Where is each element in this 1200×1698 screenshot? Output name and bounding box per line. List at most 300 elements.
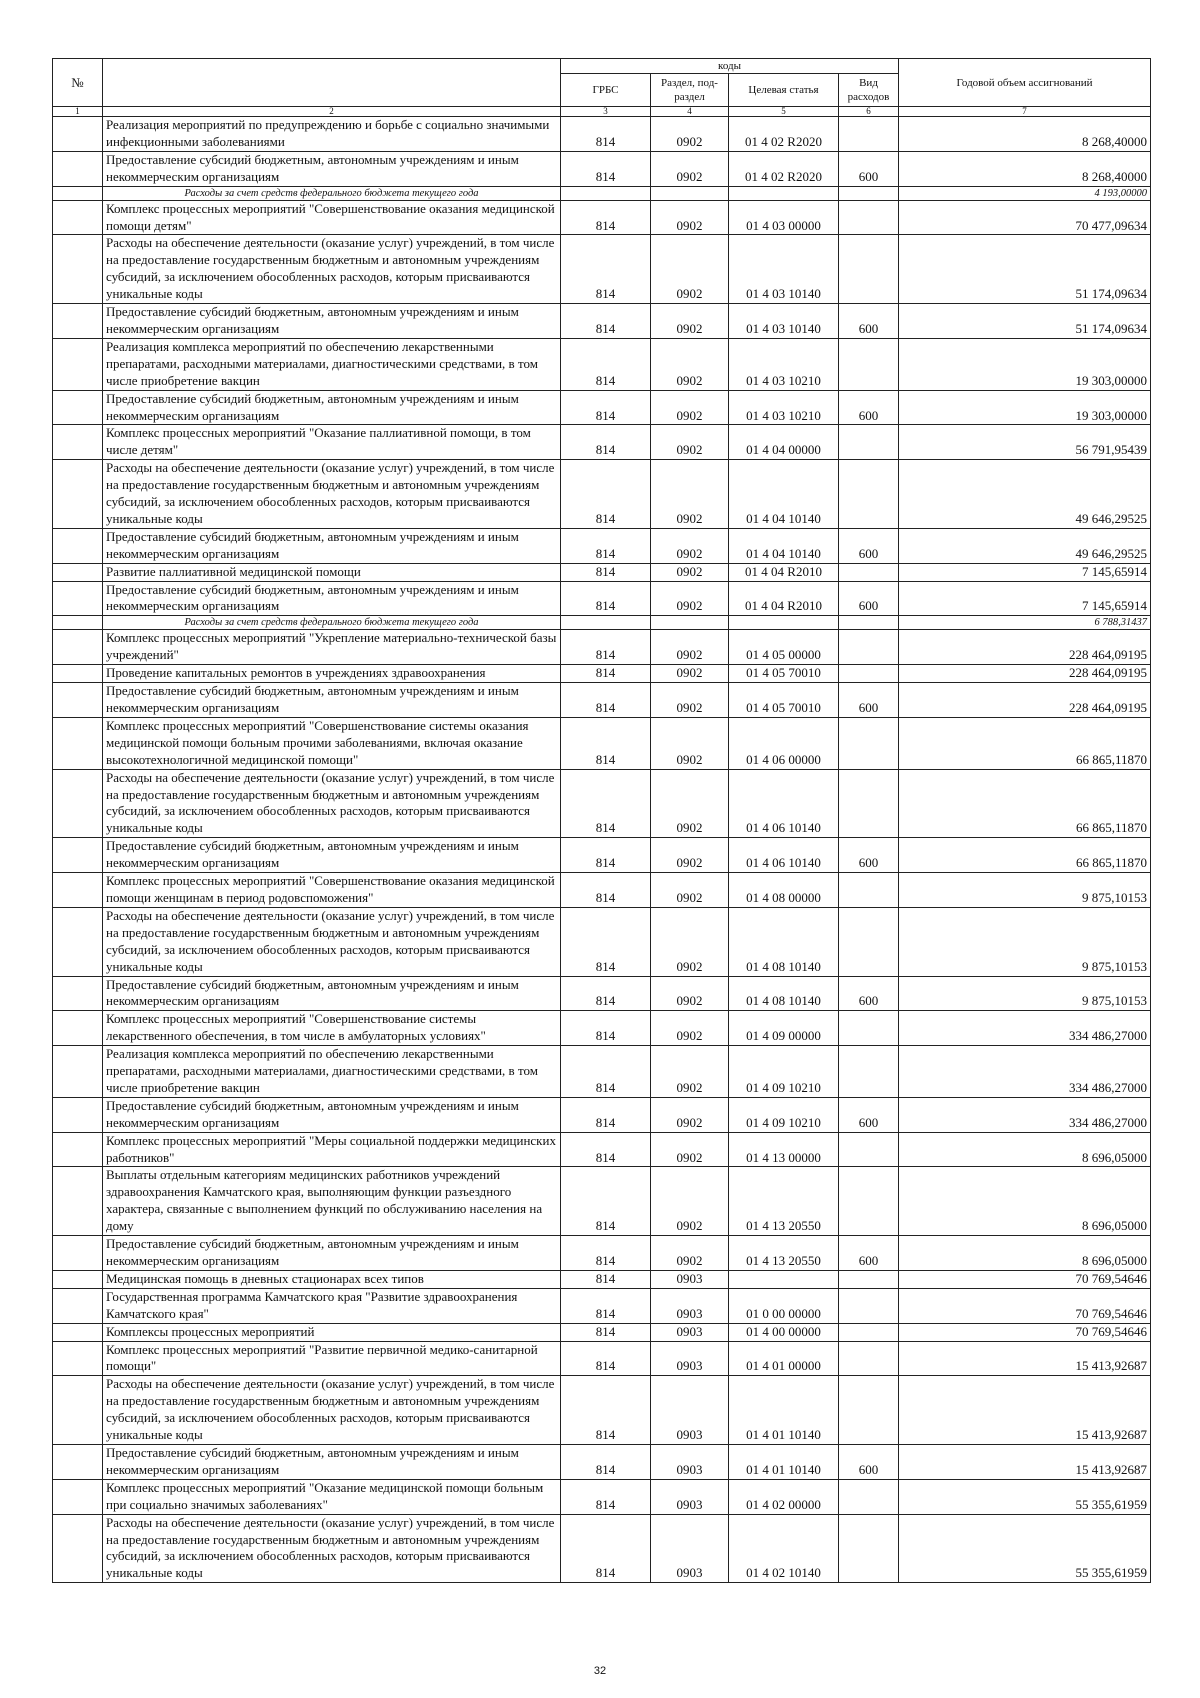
cell-row-number bbox=[53, 235, 103, 304]
cell-expense-name: Расходы за счет средств федерального бюджета текущего года bbox=[103, 616, 561, 630]
cell-grbs bbox=[561, 186, 651, 200]
cell-target-article: 01 4 09 00000 bbox=[729, 1011, 839, 1046]
cell-section: 0903 bbox=[651, 1444, 729, 1479]
cell-expense-name: Расходы на обеспечение деятельности (оказание услуг) учреждений, в том числе на предоставление государственным бюджетным и автономным учреждениям субсидий, за исключением обособленных расходов, которым присваиваются уникальные коды bbox=[103, 907, 561, 976]
cell-expense-type bbox=[839, 630, 899, 665]
cell-amount: 66 865,11870 bbox=[899, 838, 1151, 873]
table-row bbox=[53, 1288, 1151, 1323]
cell-section: 0902 bbox=[651, 390, 729, 425]
cell-grbs: 814 bbox=[561, 717, 651, 769]
cell-amount: 334 486,27000 bbox=[899, 1046, 1151, 1098]
cell-amount: 15 413,92687 bbox=[899, 1444, 1151, 1479]
cell-amount: 8 696,05000 bbox=[899, 1167, 1151, 1236]
table-row bbox=[53, 1479, 1151, 1514]
cell-row-number bbox=[53, 581, 103, 616]
cell-section: 0902 bbox=[651, 683, 729, 718]
cell-section: 0902 bbox=[651, 460, 729, 529]
cell-grbs: 814 bbox=[561, 976, 651, 1011]
cell-section: 0902 bbox=[651, 425, 729, 460]
cell-amount: 228 464,09195 bbox=[899, 683, 1151, 718]
cell-expense-type bbox=[839, 717, 899, 769]
cell-grbs: 814 bbox=[561, 873, 651, 908]
cell-section: 0902 bbox=[651, 976, 729, 1011]
cell-grbs: 814 bbox=[561, 1097, 651, 1132]
header-section: Раздел, под-раздел bbox=[651, 74, 729, 107]
cell-expense-name: Расходы на обеспечение деятельности (оказание услуг) учреждений, в том числе на предоставление государственным бюджетным и автономным учреждениям субсидий, за исключением обособленных расходов, которым присваиваются уникальные коды bbox=[103, 460, 561, 529]
cell-expense-name: Предоставление субсидий бюджетным, автономным учреждениям и иным некоммерческим организациям bbox=[103, 390, 561, 425]
cell-expense-type bbox=[839, 117, 899, 152]
cell-expense-name: Комплекс процессных мероприятий "Совершенствование оказания медицинской помощи женщинам в период родовспоможения" bbox=[103, 873, 561, 908]
table-row bbox=[53, 1236, 1151, 1271]
cell-section: 0903 bbox=[651, 1376, 729, 1445]
table-row bbox=[53, 630, 1151, 665]
table-row bbox=[53, 665, 1151, 683]
cell-section: 0902 bbox=[651, 338, 729, 390]
cell-expense-type bbox=[839, 1514, 899, 1583]
cell-section: 0902 bbox=[651, 769, 729, 838]
table-row bbox=[53, 151, 1151, 186]
cell-expense-type bbox=[839, 1011, 899, 1046]
column-number: 5 bbox=[729, 107, 839, 117]
cell-expense-name: Комплекс процессных мероприятий "Оказание медицинской помощи больным при социально значимых заболеваниях" bbox=[103, 1479, 561, 1514]
cell-row-number bbox=[53, 630, 103, 665]
table-row bbox=[53, 581, 1151, 616]
cell-section: 0902 bbox=[651, 907, 729, 976]
cell-target-article: 01 4 04 10140 bbox=[729, 528, 839, 563]
cell-row-number bbox=[53, 390, 103, 425]
cell-expense-name: Предоставление субсидий бюджетным, автономным учреждениям и иным некоммерческим организациям bbox=[103, 976, 561, 1011]
cell-target-article: 01 4 08 10140 bbox=[729, 907, 839, 976]
cell-grbs: 814 bbox=[561, 683, 651, 718]
cell-amount: 49 646,29525 bbox=[899, 528, 1151, 563]
table-row bbox=[53, 425, 1151, 460]
cell-expense-name: Расходы на обеспечение деятельности (оказание услуг) учреждений, в том числе на предоставление государственным бюджетным и автономным учреждениям субсидий, за исключением обособленных расходов, которым присваиваются уникальные коды bbox=[103, 1514, 561, 1583]
cell-row-number bbox=[53, 425, 103, 460]
cell-grbs: 814 bbox=[561, 838, 651, 873]
cell-expense-name: Комплекс процессных мероприятий "Оказание паллиативной помощи, в том числе детям" bbox=[103, 425, 561, 460]
cell-amount: 55 355,61959 bbox=[899, 1479, 1151, 1514]
cell-grbs: 814 bbox=[561, 304, 651, 339]
cell-amount: 70 769,54646 bbox=[899, 1323, 1151, 1341]
cell-target-article: 01 0 00 00000 bbox=[729, 1288, 839, 1323]
table-row bbox=[53, 200, 1151, 235]
cell-expense-name: Комплекс процессных мероприятий "Совершенствование системы оказания медицинской помощи больным прочими заболеваниями, включая оказание высокотехнологичной медицинской помощи" bbox=[103, 717, 561, 769]
cell-amount: 9 875,10153 bbox=[899, 907, 1151, 976]
cell-expense-name: Комплекс процессных мероприятий "Меры социальной поддержки медицинских работников" bbox=[103, 1132, 561, 1167]
cell-expense-name: Комплекс процессных мероприятий "Развитие первичной медико-санитарной помощи" bbox=[103, 1341, 561, 1376]
cell-row-number bbox=[53, 338, 103, 390]
cell-target-article: 01 4 00 00000 bbox=[729, 1323, 839, 1341]
cell-target-article bbox=[729, 1270, 839, 1288]
cell-section: 0903 bbox=[651, 1341, 729, 1376]
cell-grbs: 814 bbox=[561, 1514, 651, 1583]
cell-section: 0902 bbox=[651, 1011, 729, 1046]
cell-expense-type bbox=[839, 1046, 899, 1098]
cell-target-article: 01 4 04 R2010 bbox=[729, 581, 839, 616]
cell-row-number bbox=[53, 1011, 103, 1046]
cell-amount: 334 486,27000 bbox=[899, 1097, 1151, 1132]
cell-amount: 70 769,54646 bbox=[899, 1270, 1151, 1288]
cell-amount: 9 875,10153 bbox=[899, 976, 1151, 1011]
cell-row-number bbox=[53, 1270, 103, 1288]
table-row bbox=[53, 1046, 1151, 1098]
cell-amount: 8 696,05000 bbox=[899, 1132, 1151, 1167]
cell-expense-name: Реализация комплекса мероприятий по обеспечению лекарственными препаратами, расходными материалами, диагностическими средствами, в том числе приобретение вакцин bbox=[103, 338, 561, 390]
cell-row-number bbox=[53, 1132, 103, 1167]
cell-grbs: 814 bbox=[561, 1444, 651, 1479]
cell-target-article: 01 4 09 10210 bbox=[729, 1046, 839, 1098]
cell-section bbox=[651, 616, 729, 630]
cell-target-article: 01 4 01 10140 bbox=[729, 1444, 839, 1479]
cell-expense-name: Предоставление субсидий бюджетным, автономным учреждениям и иным некоммерческим организациям bbox=[103, 304, 561, 339]
cell-grbs: 814 bbox=[561, 200, 651, 235]
cell-expense-type bbox=[839, 665, 899, 683]
cell-amount: 56 791,95439 bbox=[899, 425, 1151, 460]
cell-expense-type bbox=[839, 1132, 899, 1167]
cell-expense-name: Реализация комплекса мероприятий по обеспечению лекарственными препаратами, расходными материалами, диагностическими средствами, в том числе приобретение вакцин bbox=[103, 1046, 561, 1098]
cell-grbs: 814 bbox=[561, 338, 651, 390]
cell-target-article: 01 4 02 00000 bbox=[729, 1479, 839, 1514]
cell-expense-type: 600 bbox=[839, 683, 899, 718]
cell-amount: 19 303,00000 bbox=[899, 390, 1151, 425]
table-row bbox=[53, 873, 1151, 908]
cell-expense-type: 600 bbox=[839, 390, 899, 425]
cell-grbs: 814 bbox=[561, 1167, 651, 1236]
cell-expense-type: 600 bbox=[839, 304, 899, 339]
cell-target-article: 01 4 03 10140 bbox=[729, 235, 839, 304]
cell-section: 0902 bbox=[651, 1236, 729, 1271]
cell-section: 0903 bbox=[651, 1323, 729, 1341]
header-no: № bbox=[53, 59, 103, 107]
cell-row-number bbox=[53, 616, 103, 630]
cell-target-article: 01 4 08 10140 bbox=[729, 976, 839, 1011]
cell-expense-type bbox=[839, 200, 899, 235]
cell-expense-name: Предоставление субсидий бюджетным, автономным учреждениям и иным некоммерческим организациям bbox=[103, 1444, 561, 1479]
cell-grbs: 814 bbox=[561, 1479, 651, 1514]
cell-expense-name: Предоставление субсидий бюджетным, автономным учреждениям и иным некоммерческим организациям bbox=[103, 1097, 561, 1132]
cell-row-number bbox=[53, 117, 103, 152]
cell-expense-type bbox=[839, 1288, 899, 1323]
cell-grbs: 814 bbox=[561, 907, 651, 976]
cell-grbs: 814 bbox=[561, 1046, 651, 1098]
cell-grbs: 814 bbox=[561, 235, 651, 304]
cell-expense-type: 600 bbox=[839, 1236, 899, 1271]
cell-section: 0902 bbox=[651, 1132, 729, 1167]
cell-grbs: 814 bbox=[561, 1341, 651, 1376]
cell-section: 0903 bbox=[651, 1479, 729, 1514]
table-row bbox=[53, 563, 1151, 581]
cell-amount: 49 646,29525 bbox=[899, 460, 1151, 529]
cell-expense-name: Расходы на обеспечение деятельности (оказание услуг) учреждений, в том числе на предоставление государственным бюджетным и автономным учреждениям субсидий, за исключением обособленных расходов, которым присваиваются уникальные коды bbox=[103, 235, 561, 304]
cell-amount: 7 145,65914 bbox=[899, 563, 1151, 581]
cell-section: 0902 bbox=[651, 665, 729, 683]
column-number: 6 bbox=[839, 107, 899, 117]
cell-expense-name: Предоставление субсидий бюджетным, автономным учреждениям и иным некоммерческим организациям bbox=[103, 581, 561, 616]
cell-target-article: 01 4 08 00000 bbox=[729, 873, 839, 908]
cell-row-number bbox=[53, 873, 103, 908]
cell-amount: 15 413,92687 bbox=[899, 1376, 1151, 1445]
cell-amount: 55 355,61959 bbox=[899, 1514, 1151, 1583]
cell-target-article: 01 4 03 10210 bbox=[729, 338, 839, 390]
cell-section: 0902 bbox=[651, 581, 729, 616]
budget-allocation-table bbox=[52, 58, 1151, 1583]
table-row-federal-budget bbox=[53, 616, 1151, 630]
cell-expense-type bbox=[839, 235, 899, 304]
cell-expense-type bbox=[839, 1341, 899, 1376]
cell-amount: 70 477,09634 bbox=[899, 200, 1151, 235]
cell-amount: 66 865,11870 bbox=[899, 717, 1151, 769]
cell-expense-name: Комплексы процессных мероприятий bbox=[103, 1323, 561, 1341]
cell-target-article: 01 4 01 00000 bbox=[729, 1341, 839, 1376]
cell-amount: 70 769,54646 bbox=[899, 1288, 1151, 1323]
cell-expense-type bbox=[839, 425, 899, 460]
cell-amount: 66 865,11870 bbox=[899, 769, 1151, 838]
cell-row-number bbox=[53, 304, 103, 339]
cell-section: 0902 bbox=[651, 304, 729, 339]
cell-expense-type bbox=[839, 563, 899, 581]
header-grbs: ГРБС bbox=[561, 74, 651, 107]
cell-expense-type bbox=[839, 907, 899, 976]
cell-target-article: 01 4 13 20550 bbox=[729, 1167, 839, 1236]
cell-expense-name: Медицинская помощь в дневных стационарах всех типов bbox=[103, 1270, 561, 1288]
table-row bbox=[53, 1132, 1151, 1167]
header-name bbox=[103, 59, 561, 107]
cell-amount: 51 174,09634 bbox=[899, 235, 1151, 304]
table-row bbox=[53, 1444, 1151, 1479]
cell-grbs: 814 bbox=[561, 581, 651, 616]
cell-target-article: 01 4 02 R2020 bbox=[729, 151, 839, 186]
table-row bbox=[53, 907, 1151, 976]
cell-expense-type bbox=[839, 460, 899, 529]
cell-grbs: 814 bbox=[561, 151, 651, 186]
cell-grbs: 814 bbox=[561, 1132, 651, 1167]
cell-expense-name: Комплекс процессных мероприятий "Совершенствование оказания медицинской помощи детям" bbox=[103, 200, 561, 235]
cell-section: 0903 bbox=[651, 1288, 729, 1323]
cell-expense-type: 600 bbox=[839, 1097, 899, 1132]
table-row bbox=[53, 460, 1151, 529]
cell-row-number bbox=[53, 186, 103, 200]
cell-target-article: 01 4 04 00000 bbox=[729, 425, 839, 460]
cell-section: 0902 bbox=[651, 717, 729, 769]
cell-target-article: 01 4 09 10210 bbox=[729, 1097, 839, 1132]
cell-expense-type: 600 bbox=[839, 838, 899, 873]
cell-section: 0903 bbox=[651, 1514, 729, 1583]
cell-grbs: 814 bbox=[561, 1323, 651, 1341]
cell-target-article: 01 4 05 70010 bbox=[729, 683, 839, 718]
cell-amount: 6 788,31437 bbox=[899, 616, 1151, 630]
page-number: 32 bbox=[593, 1665, 607, 1677]
cell-section: 0902 bbox=[651, 200, 729, 235]
cell-row-number bbox=[53, 460, 103, 529]
cell-row-number bbox=[53, 665, 103, 683]
cell-section: 0902 bbox=[651, 1097, 729, 1132]
cell-expense-type: 600 bbox=[839, 1444, 899, 1479]
cell-target-article: 01 4 05 00000 bbox=[729, 630, 839, 665]
cell-grbs: 814 bbox=[561, 1270, 651, 1288]
cell-target-article bbox=[729, 186, 839, 200]
cell-expense-name: Предоставление субсидий бюджетным, автономным учреждениям и иным некоммерческим организациям bbox=[103, 683, 561, 718]
cell-grbs: 814 bbox=[561, 117, 651, 152]
cell-section: 0902 bbox=[651, 117, 729, 152]
cell-section: 0902 bbox=[651, 630, 729, 665]
cell-row-number bbox=[53, 838, 103, 873]
table-row bbox=[53, 1323, 1151, 1341]
cell-amount: 51 174,09634 bbox=[899, 304, 1151, 339]
cell-amount: 8 268,40000 bbox=[899, 151, 1151, 186]
cell-amount: 9 875,10153 bbox=[899, 873, 1151, 908]
cell-row-number bbox=[53, 1323, 103, 1341]
cell-expense-type bbox=[839, 1270, 899, 1288]
table-row bbox=[53, 683, 1151, 718]
header-target: Целевая статья bbox=[729, 74, 839, 107]
cell-expense-type: 600 bbox=[839, 528, 899, 563]
cell-expense-type bbox=[839, 186, 899, 200]
cell-target-article: 01 4 06 00000 bbox=[729, 717, 839, 769]
cell-expense-name: Предоставление субсидий бюджетным, автономным учреждениям и иным некоммерческим организациям bbox=[103, 838, 561, 873]
column-number: 7 bbox=[899, 107, 1151, 117]
table-row bbox=[53, 1341, 1151, 1376]
cell-section: 0902 bbox=[651, 838, 729, 873]
cell-expense-name: Предоставление субсидий бюджетным, автономным учреждениям и иным некоммерческим организациям bbox=[103, 1236, 561, 1271]
cell-target-article: 01 4 01 10140 bbox=[729, 1376, 839, 1445]
cell-grbs: 814 bbox=[561, 390, 651, 425]
cell-row-number bbox=[53, 1479, 103, 1514]
cell-row-number bbox=[53, 1236, 103, 1271]
cell-row-number bbox=[53, 200, 103, 235]
cell-expense-name: Реализация мероприятий по предупреждению и борьбе с социально значимыми инфекционными заболеваниями bbox=[103, 117, 561, 152]
cell-amount: 4 193,00000 bbox=[899, 186, 1151, 200]
cell-row-number bbox=[53, 907, 103, 976]
cell-expense-type bbox=[839, 1479, 899, 1514]
cell-amount: 15 413,92687 bbox=[899, 1341, 1151, 1376]
cell-expense-name: Комплекс процессных мероприятий "Совершенствование системы лекарственного обеспечения, в том числе в амбулаторных условиях" bbox=[103, 1011, 561, 1046]
cell-target-article: 01 4 03 10210 bbox=[729, 390, 839, 425]
cell-expense-name: Развитие паллиативной медицинской помощи bbox=[103, 563, 561, 581]
cell-expense-name: Выплаты отдельным категориям медицинских работников учреждений здравоохранения Камчатского края, выполняющим функции разъездного характера, связанные с выполнением функций по обслуживанию населения на дому bbox=[103, 1167, 561, 1236]
cell-target-article: 01 4 05 70010 bbox=[729, 665, 839, 683]
table-row bbox=[53, 390, 1151, 425]
table-row bbox=[53, 1376, 1151, 1445]
cell-expense-type bbox=[839, 616, 899, 630]
cell-section: 0902 bbox=[651, 528, 729, 563]
cell-row-number bbox=[53, 151, 103, 186]
cell-target-article bbox=[729, 616, 839, 630]
table-row bbox=[53, 1514, 1151, 1583]
column-number: 2 bbox=[103, 107, 561, 117]
cell-row-number bbox=[53, 528, 103, 563]
cell-row-number bbox=[53, 976, 103, 1011]
cell-section bbox=[651, 186, 729, 200]
cell-row-number bbox=[53, 1376, 103, 1445]
table-row-federal-budget bbox=[53, 186, 1151, 200]
cell-target-article: 01 4 04 R2010 bbox=[729, 563, 839, 581]
cell-section: 0902 bbox=[651, 563, 729, 581]
cell-target-article: 01 4 03 00000 bbox=[729, 200, 839, 235]
cell-row-number bbox=[53, 683, 103, 718]
table-row bbox=[53, 1011, 1151, 1046]
cell-target-article: 01 4 04 10140 bbox=[729, 460, 839, 529]
cell-row-number bbox=[53, 1514, 103, 1583]
cell-expense-type: 600 bbox=[839, 151, 899, 186]
cell-amount: 8 696,05000 bbox=[899, 1236, 1151, 1271]
cell-expense-name: Государственная программа Камчатского края "Развитие здравоохранения Камчатского края" bbox=[103, 1288, 561, 1323]
table-row bbox=[53, 528, 1151, 563]
table-row bbox=[53, 1097, 1151, 1132]
cell-expense-type bbox=[839, 1167, 899, 1236]
header-codes-group: коды bbox=[561, 59, 899, 74]
table-header bbox=[53, 59, 1151, 117]
cell-row-number bbox=[53, 563, 103, 581]
cell-grbs: 814 bbox=[561, 630, 651, 665]
table-row bbox=[53, 1167, 1151, 1236]
table-row bbox=[53, 304, 1151, 339]
table-body bbox=[53, 117, 1151, 1583]
cell-row-number bbox=[53, 1097, 103, 1132]
column-number: 3 bbox=[561, 107, 651, 117]
cell-target-article: 01 4 13 00000 bbox=[729, 1132, 839, 1167]
cell-amount: 334 486,27000 bbox=[899, 1011, 1151, 1046]
cell-grbs: 814 bbox=[561, 769, 651, 838]
cell-expense-type: 600 bbox=[839, 976, 899, 1011]
header-expense-type: Вид расходов bbox=[839, 74, 899, 107]
cell-amount: 7 145,65914 bbox=[899, 581, 1151, 616]
cell-amount: 19 303,00000 bbox=[899, 338, 1151, 390]
cell-grbs: 814 bbox=[561, 460, 651, 529]
column-number: 1 bbox=[53, 107, 103, 117]
cell-expense-type: 600 bbox=[839, 581, 899, 616]
cell-section: 0902 bbox=[651, 873, 729, 908]
table-row bbox=[53, 976, 1151, 1011]
cell-target-article: 01 4 06 10140 bbox=[729, 838, 839, 873]
cell-expense-type bbox=[839, 1376, 899, 1445]
cell-expense-type bbox=[839, 338, 899, 390]
cell-section: 0902 bbox=[651, 1167, 729, 1236]
cell-grbs: 814 bbox=[561, 1011, 651, 1046]
cell-row-number bbox=[53, 1444, 103, 1479]
cell-grbs: 814 bbox=[561, 528, 651, 563]
cell-section: 0902 bbox=[651, 1046, 729, 1098]
cell-grbs bbox=[561, 616, 651, 630]
table-row bbox=[53, 1270, 1151, 1288]
cell-row-number bbox=[53, 1167, 103, 1236]
table-row bbox=[53, 717, 1151, 769]
cell-target-article: 01 4 06 10140 bbox=[729, 769, 839, 838]
cell-expense-name: Предоставление субсидий бюджетным, автономным учреждениям и иным некоммерческим организациям bbox=[103, 528, 561, 563]
cell-row-number bbox=[53, 769, 103, 838]
cell-section: 0902 bbox=[651, 151, 729, 186]
table-row bbox=[53, 838, 1151, 873]
column-number: 4 bbox=[651, 107, 729, 117]
budget-table-sheet bbox=[52, 58, 1150, 1583]
cell-row-number bbox=[53, 1046, 103, 1098]
cell-expense-type bbox=[839, 873, 899, 908]
cell-grbs: 814 bbox=[561, 1236, 651, 1271]
cell-section: 0903 bbox=[651, 1270, 729, 1288]
cell-target-article: 01 4 13 20550 bbox=[729, 1236, 839, 1271]
cell-expense-name: Предоставление субсидий бюджетным, автономным учреждениям и иным некоммерческим организациям bbox=[103, 151, 561, 186]
cell-amount: 8 268,40000 bbox=[899, 117, 1151, 152]
cell-grbs: 814 bbox=[561, 665, 651, 683]
cell-amount: 228 464,09195 bbox=[899, 630, 1151, 665]
cell-row-number bbox=[53, 717, 103, 769]
cell-grbs: 814 bbox=[561, 1376, 651, 1445]
table-row bbox=[53, 235, 1151, 304]
cell-grbs: 814 bbox=[561, 425, 651, 460]
cell-grbs: 814 bbox=[561, 563, 651, 581]
cell-target-article: 01 4 02 10140 bbox=[729, 1514, 839, 1583]
cell-expense-name: Расходы на обеспечение деятельности (оказание услуг) учреждений, в том числе на предоставление государственным бюджетным и автономным учреждениям субсидий, за исключением обособленных расходов, которым присваиваются уникальные коды bbox=[103, 769, 561, 838]
cell-row-number bbox=[53, 1341, 103, 1376]
